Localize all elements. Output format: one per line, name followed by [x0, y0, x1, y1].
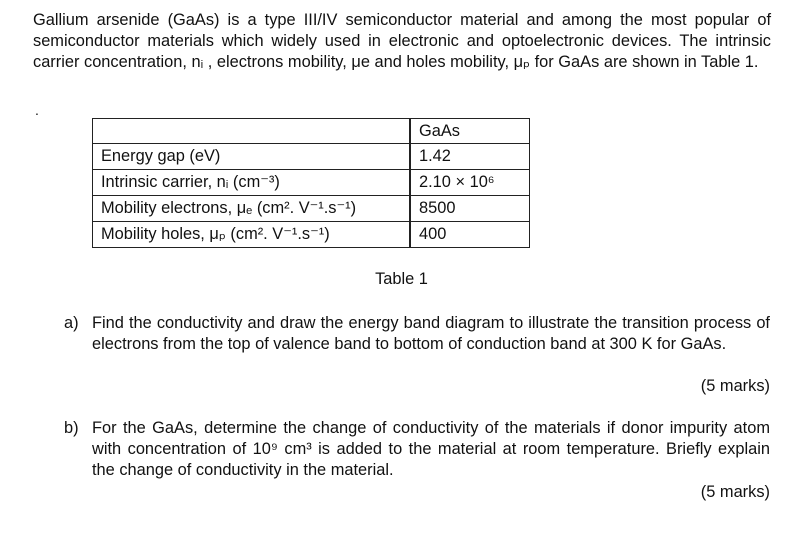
question-b-marks: (5 marks) — [700, 483, 770, 501]
intrinsic-carrier-label: Intrinsic carrier, nᵢ (cm⁻³) — [93, 170, 411, 196]
question-a-text: Find the conductivity and draw the energy band diagram to illustrate the transition process of electrons from the top of valence band to bottom of conduction band at 300 K for GaAs. — [92, 314, 770, 353]
table-caption: Table 1 — [375, 270, 428, 288]
energy-gap-label: Energy gap (eV) — [93, 144, 411, 170]
table-row — [93, 196, 530, 222]
hole-mobility-label: Mobility holes, μₚ (cm². V⁻¹.s⁻¹) — [93, 222, 411, 248]
question-b-text: For the GaAs, determine the change of conductivity of the materials if donor impurity atom with concentration of 10⁹ cm³ is added to the material at room temperature. Briefly explain the change of conductivity in the material. — [92, 419, 770, 479]
intrinsic-carrier-value: 2.10 × 10⁶ — [410, 170, 530, 196]
table-row — [93, 170, 530, 196]
electron-mobility-label: Mobility electrons, μₑ (cm². V⁻¹.s⁻¹) — [93, 196, 411, 222]
table-header-material: GaAs — [410, 119, 530, 144]
question-b — [64, 418, 770, 481]
table-header-row — [93, 119, 530, 144]
question-a — [64, 313, 770, 355]
electron-mobility-value: 8500 — [410, 196, 530, 222]
energy-gap-value: 1.42 — [410, 144, 530, 170]
table-row — [93, 144, 530, 170]
intro-paragraph: Gallium arsenide (GaAs) is a type III/IV semiconductor material and among the most popular of semiconductor materials which widely used in electronic and optoelectronic devices. The intrinsic carrier concentration, nᵢ , electrons mobility, μe and holes mobility, μₚ for GaAs are shown in Table 1. — [33, 11, 771, 71]
table-row — [93, 222, 530, 248]
bullet-dot: . — [35, 102, 39, 118]
table-header-property — [93, 119, 411, 144]
question-a-label: a) — [64, 314, 79, 332]
question-a-marks: (5 marks) — [700, 377, 770, 395]
question-b-label: b) — [64, 419, 79, 437]
hole-mobility-value: 400 — [410, 222, 530, 248]
properties-table — [92, 118, 530, 248]
